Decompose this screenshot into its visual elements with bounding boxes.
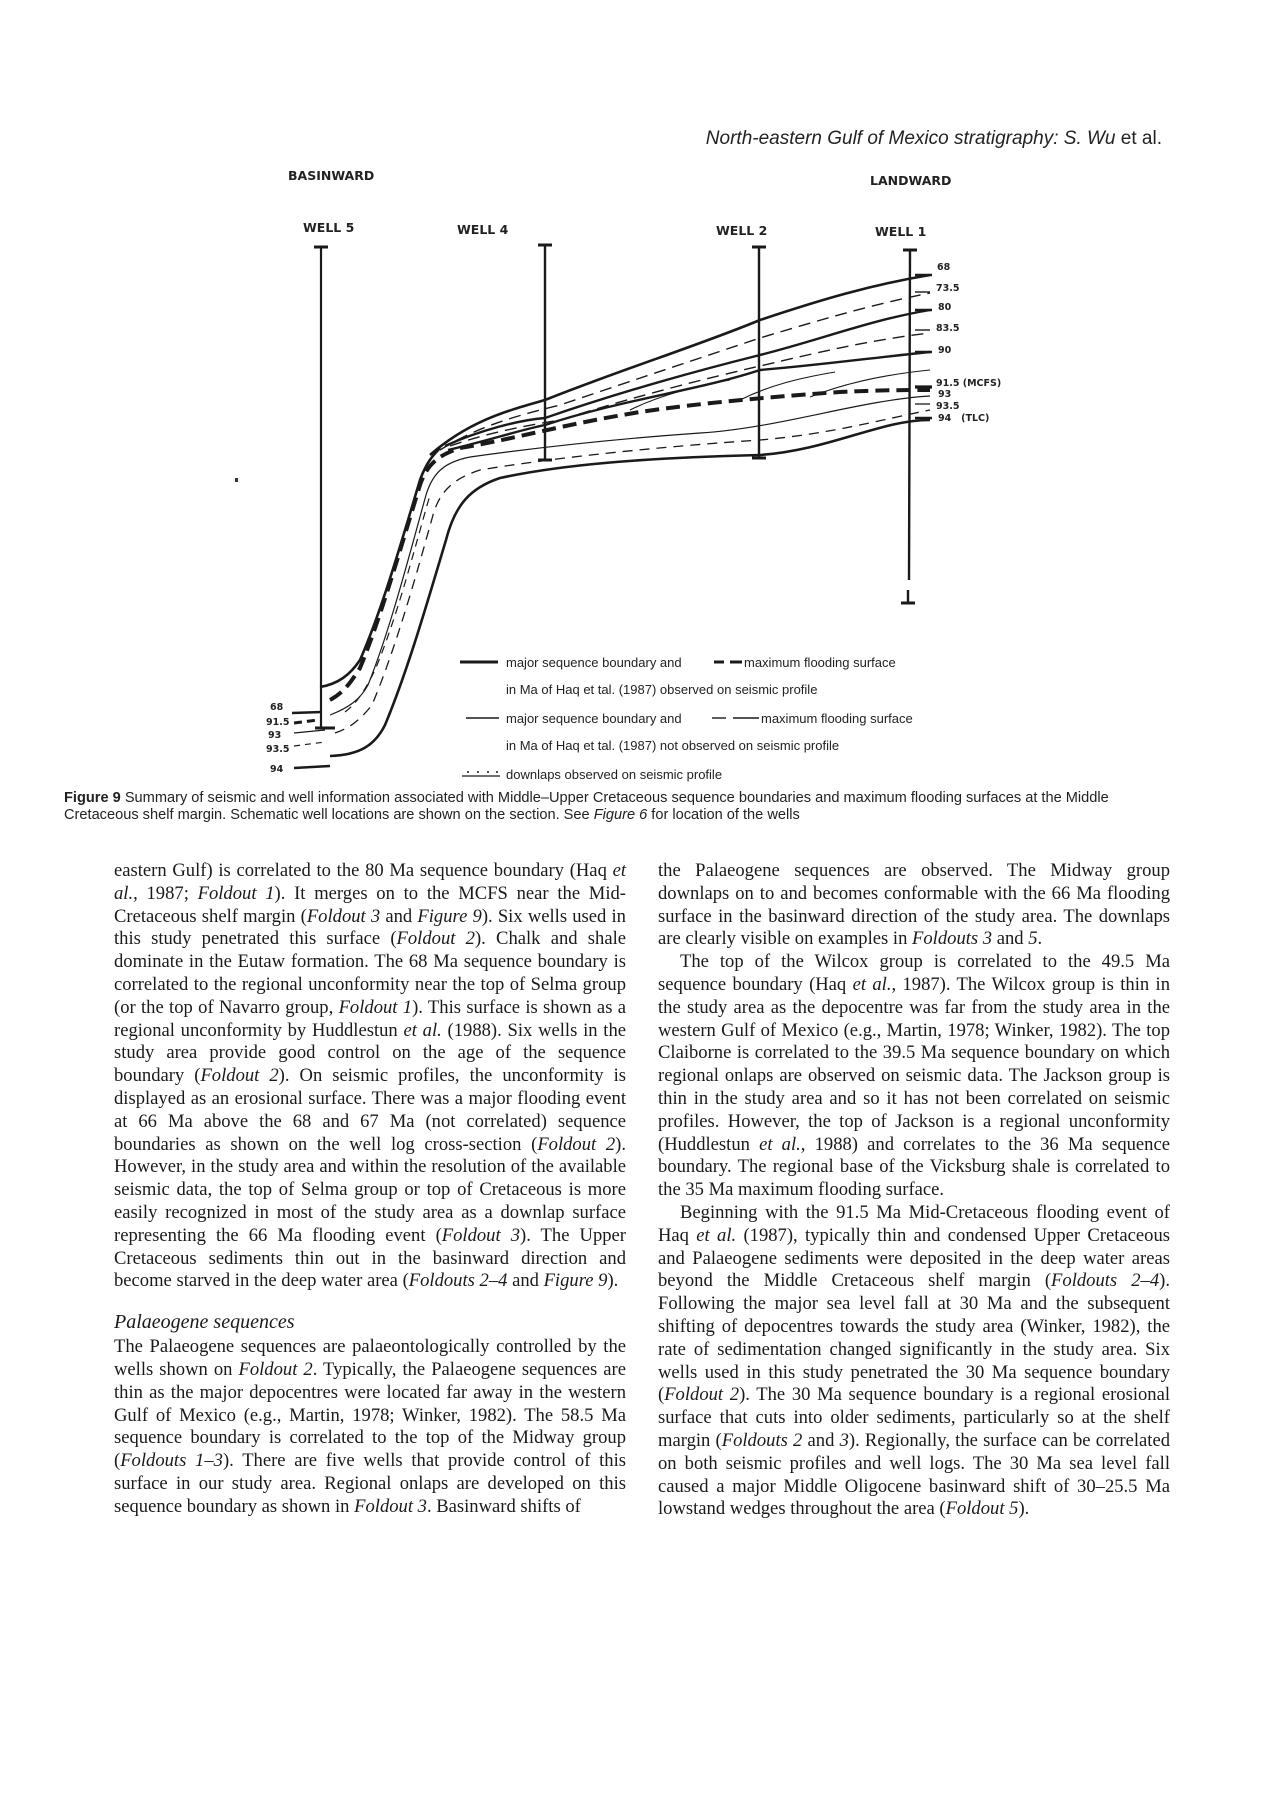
text-run: (1987), typically thin and condensed Upper Cretaceous and Palaeogene sediments were deposited in the deep water areas beyond the Middle Cretaceous shelf margin ( [658, 1224, 1170, 1292]
text-run: . Basinward shifts of [426, 1495, 581, 1517]
legend-row2-a: major sequence boundary and [506, 711, 682, 726]
text-run: Figure 9 [417, 905, 482, 927]
well-1-label: WELL 1 [875, 224, 927, 239]
text-run: Beginning with the 91.5 Ma Mid-Cretaceous flooding event of Haq [658, 1201, 1170, 1246]
text-run: ). It merges on to the MCFS near the Mid-Cretaceous shelf margin ( [114, 882, 626, 927]
text-run: The top of the Wilcox group is correlated to the 49.5 Ma sequence boundary (Haq [658, 951, 1170, 995]
text-run: Foldout 2 [664, 1384, 740, 1406]
age-label-93-5: 93.5 [936, 401, 960, 412]
left-column [114, 860, 626, 1519]
text-run: 3 [839, 1429, 849, 1451]
text-run: Foldout 1 [197, 882, 275, 904]
legend-row3: downlaps observed on seismic profile [506, 767, 723, 782]
text-run: Figure 9 [543, 1270, 608, 1292]
downlap-line-2 [740, 372, 835, 400]
text-run: ). Six wells used in this study penetrated this surface ( [114, 905, 626, 950]
age-label-80: 80 [938, 302, 952, 313]
legend-row1-b: maximum flooding surface [744, 655, 896, 670]
text-run: et al. [696, 1224, 737, 1246]
age-label-83-5: 83.5 [936, 323, 960, 334]
text-run: ). [1018, 1498, 1030, 1520]
figure-caption [64, 790, 1164, 824]
text-run: and [380, 905, 418, 927]
running-head-title: North-eastern Gulf of Mexico stratigraphy: S. Wu [705, 128, 1116, 149]
text-run: , 1988) and correlates to the 36 Ma sequence boundary. The regional base of the Vicksburg shale is correlated to the 35 Ma maximum flooding surface. [658, 1133, 1170, 1201]
left-age-labels [266, 702, 289, 775]
legend-row1-c: in Ma of Haq et tal. (1987) observed on seismic profile [506, 682, 818, 697]
text-run: et al. [759, 1133, 801, 1155]
left-label-93: 93 [268, 730, 282, 741]
age-label-90: 90 [938, 345, 952, 356]
text-run: et al. [852, 973, 892, 995]
right-paragraph-1 [658, 860, 1170, 951]
well-1-borehole [901, 250, 917, 603]
well-5-label: WELL 5 [303, 220, 355, 235]
text-run: ). [607, 1270, 619, 1292]
legend-row2-b: maximum flooding surface [761, 711, 913, 726]
text-run: The Palaeogene sequences are palaeontologically controlled by the wells shown on [114, 1336, 626, 1380]
text-run: and [507, 1270, 544, 1292]
text-run: Foldouts 2–4 [408, 1270, 508, 1292]
text-run: Foldouts 2 [721, 1429, 803, 1451]
text-run: et al. [403, 1019, 442, 1041]
text-run: Foldout 2 [396, 928, 475, 950]
text-run: Foldouts 2–4 [1051, 1270, 1160, 1292]
legend-row1-a: major sequence boundary and [506, 655, 682, 670]
text-run: Foldout 5 [945, 1498, 1019, 1520]
text-run: 5 [1028, 928, 1038, 950]
text-run: . Typically, the Palaeogene sequences are thin as the major depocentres were located far away in the western Gulf of Mexico (e.g., Martin, 1978; Winker, 1982). The 58.5 Ma sequence boundary is correlated to the top of the Midway group ( [114, 1358, 626, 1472]
caption-figure-number: Figure 9 [64, 790, 121, 806]
caption-text-2: for location of the wells [647, 807, 800, 823]
right-column [658, 860, 1170, 1521]
well-4-label: WELL 4 [457, 222, 509, 237]
running-head-suffix: et al. [1115, 128, 1162, 149]
text-run: Foldout 1 [338, 996, 413, 1018]
text-run: ). The Upper Cretaceous sediments thin out in the basinward direction and become starved in the deep water area ( [114, 1224, 626, 1292]
caption-text-1: Summary of seismic and well information associated with Middle–Upper Cretaceous sequence boundaries and maximum flooding surfaces at the Middle Cretaceous shelf margin. Schematic well locations are shown on the section. See [64, 790, 1109, 823]
horizon-91-5-mcfs [330, 390, 930, 700]
caption-figure-ref: Figure 6 [593, 807, 648, 823]
text-run: , 1987; [133, 882, 198, 904]
text-run: Foldout 2 [200, 1065, 279, 1087]
downlap-line-3 [810, 370, 930, 397]
text-run: and [992, 928, 1029, 950]
right-paragraph-3 [658, 1202, 1170, 1521]
horizon-80 [445, 310, 930, 446]
age-label-91-5-mcfs: 91.5 (MCFS) [936, 378, 1002, 389]
text-run: , 1987). The Wilcox group is thin in the study area as the depocentre was far from the study area in the western Gulf of Mexico (e.g., Martin, 1978; Winker, 1982). The top Claiborne is correlated to the 39.5 Ma sequence boundary on which regional onlaps are observed on seismic data. The Jackson group is thin in the study area and so it has not been correlated on seismic profiles. However, the top of Jackson is a regional unconformity (Huddlestun [658, 973, 1171, 1155]
text-run: . [1037, 928, 1043, 950]
scan-speck [235, 478, 238, 482]
left-label-93-5: 93.5 [266, 744, 290, 755]
legend-row2-c: in Ma of Haq et tal. (1987) not observed on seismic profile [506, 738, 840, 753]
text-run: ). Chalk and shale dominate in the Eutaw formation. The 68 Ma sequence boundary is correlated to the regional unconformity near the top of Selma group (or the top of Navarro group, [114, 928, 626, 1018]
text-run: ). However, in the study area and within the resolution of the available seismic data, the top of Selma group or top of Cretaceous is more easily recognized in most of the study area as a downlap surface representing the 66 Ma flooding event ( [114, 1133, 626, 1246]
horizon-94-tlc [330, 420, 930, 756]
text-run: Foldout 2 [537, 1133, 616, 1155]
left-label-91-5: 91.5 [266, 717, 290, 728]
left-paragraph-2 [114, 1336, 626, 1518]
text-run: et al. [114, 860, 626, 904]
age-label-93: 93 [938, 389, 952, 400]
basinward-label: BASINWARD [288, 168, 375, 183]
age-label-68: 68 [937, 262, 951, 273]
text-run: ). There are five wells that provide control of this surface in our study area. Regional onlaps are developed on this sequence boundary as shown in [114, 1450, 627, 1517]
right-age-labels [936, 262, 1001, 424]
text-run: Foldout 3 [306, 905, 381, 927]
text-run: the Palaeogene sequences are observed. The Midway group downlaps on to and becomes conformable with the 66 Ma flooding surface in the basinward direction of the study area. The downlaps are clearly visible on examples in [658, 860, 1170, 950]
legend [460, 655, 913, 782]
age-label-94-tlc: 94 (TLC) [938, 413, 990, 424]
right-paragraph-2 [658, 951, 1170, 1202]
landward-label: LANDWARD [870, 173, 952, 188]
left-label-94: 94 [270, 764, 284, 775]
text-run: Foldouts 1–3 [120, 1450, 223, 1472]
well-2-label: WELL 2 [716, 223, 768, 238]
age-label-73-5: 73.5 [936, 283, 960, 294]
horizon-73-5 [440, 293, 930, 450]
text-run: ). On seismic profiles, the unconformity is displayed as an erosional surface. There was a major flooding event at 66 Ma above the 68 and 67 Ma (not correlated) sequence boundaries as shown on the well log cross-section ( [114, 1065, 626, 1155]
text-run: Foldout 3 [354, 1495, 427, 1517]
well-5-borehole [314, 247, 335, 728]
text-run: Foldout 2 [238, 1358, 313, 1380]
text-run: ). Following the major sea level fall at 30 Ma and the subsequent shifting of depocentres towards the study area (Winker, 1982), the rate of sedimentation changed significantly in the study area. Six wells used in this study penetrated the 30 Ma sequence boundary ( [658, 1270, 1170, 1406]
left-paragraph-1 [114, 860, 626, 1293]
text-run: and [802, 1429, 840, 1451]
text-run: ). This surface is shown as a regional unconformity by Huddlestun [114, 996, 627, 1041]
text-run: Foldouts 3 [912, 928, 993, 950]
text-run: Foldout 3 [441, 1224, 520, 1246]
downlap-symbol [462, 771, 500, 776]
text-run: eastern Gulf) is correlated to the 80 Ma sequence boundary (Haq [114, 860, 613, 881]
section-heading-palaeogene: Palaeogene sequences [114, 1311, 295, 1334]
text-run: (1988). Six wells in the study area provide good control on the age of the sequence boundary ( [114, 1019, 626, 1087]
text-run: ). The 30 Ma sequence boundary is a regional erosional surface that cuts into older sediments, particularly so at the shelf margin ( [658, 1384, 1170, 1451]
figure-9-diagram [0, 0, 1273, 790]
text-run: ). Regionally, the surface can be correlated on both seismic profiles and well logs. The 30 Ma sea level fall caused a major Middle Oligocene basinward shift of 30–25.5 Ma lowstand wedges throughout the area ( [658, 1429, 1171, 1520]
left-label-68: 68 [270, 702, 284, 713]
